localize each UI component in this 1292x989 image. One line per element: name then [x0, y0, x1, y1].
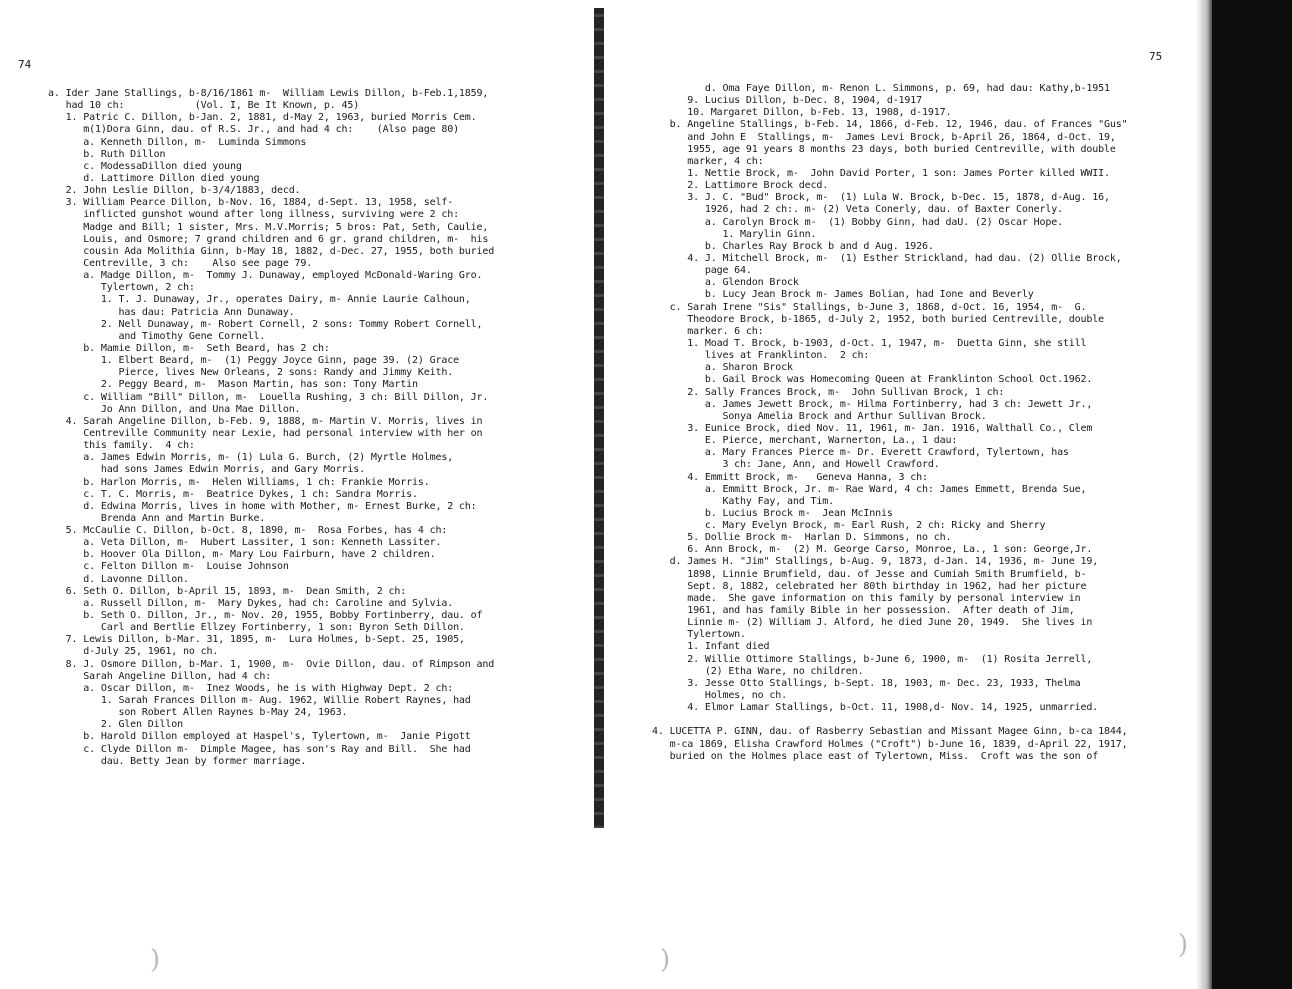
page-curl-mark: ) [150, 945, 161, 975]
text-line: 2. Peggy Beard, m- Mason Martin, has son: Tony Martin [48, 379, 418, 391]
text-line: 3. Jesse Otto Stallings, b-Sept. 18, 1903, m- Dec. 23, 1933, Thelma [652, 677, 1081, 689]
text-line: c. Clyde Dillon m- Dimple Magee, has son's Ray and Bill. She had [48, 743, 471, 755]
text-line: had 10 ch: (Vol. I, Be It Known, p. 45) [48, 100, 360, 112]
text-line: inflicted gunshot wound after long illness, surviving were 2 ch: [48, 209, 459, 221]
text-line: son Robert Allen Raynes b-May 24, 1963. [48, 707, 348, 719]
text-line: a. Mary Frances Pierce m- Dr. Everett Crawford, Tylertown, has [652, 447, 1069, 459]
text-line: 8. J. Osmore Dillon, b-Mar. 1, 1900, m- Ovie Dillon, dau. of Rimpson and [48, 658, 495, 670]
text-line: Theodore Brock, b-1865, d-July 2, 1952, both buried Centreville, double [652, 313, 1105, 325]
text-line: Kathy Fay, and Tim. [652, 495, 834, 507]
text-line: 2. Sally Frances Brock, m- John Sullivan Brock, 1 ch: [652, 386, 1005, 398]
text-line: 1. Moad T. Brock, b-1903, d-Oct. 1, 1947, m- Duetta Ginn, she still [652, 337, 1087, 349]
text-line: 5. McCaulie C. Dillon, b-Oct. 8, 1890, m- Rosa Forbes, has 4 ch: [48, 525, 448, 537]
text-line: b. Ruth Dillon [48, 148, 166, 160]
text-line: Carl and Bertlie Ellzey Fortinberry, 1 son: Byron Seth Dillon. [48, 622, 465, 634]
text-line: Centreville Community near Lexie, had personal interview with her on [48, 427, 483, 439]
genealogy-text [48, 88, 588, 768]
text-line: 2. John Leslie Dillon, b-3/4/1883, decd. [48, 185, 301, 197]
text-line: d. Edwina Morris, lives in home with Mother, m- Ernest Burke, 2 ch: [48, 500, 477, 512]
page-curl-mark: ) [1178, 930, 1189, 960]
text-line: Sonya Amelia Brock and Arthur Sullivan Brock. [652, 410, 987, 422]
text-line: 1. Patric C. Dillon, b-Jan. 2, 1881, d-May 2, 1963, buried Morris Cem. [48, 112, 477, 124]
text-line: has dau: Patricia Ann Dunaway. [48, 306, 295, 318]
text-line: buried on the Holmes place east of Tylertown, Miss. Croft was the son of [652, 750, 1099, 762]
genealogy-text [652, 83, 1252, 763]
text-line: 6. Ann Brock, m- (2) M. George Carso, Monroe, La., 1 son: George,Jr. [652, 544, 1093, 556]
text-line: a. James Jewett Brock, m- Hilma Fortinberry, had 3 ch: Jewett Jr., [652, 398, 1093, 410]
text-line: 2. Nell Dunaway, m- Robert Cornell, 2 sons: Tommy Robert Cornell, [48, 318, 483, 330]
text-line: b. Lucy Jean Brock m- James Bolian, had Ione and Beverly [652, 289, 1034, 301]
text-line: 4. J. Mitchell Brock, m- (1) Esther Strickland, had dau. (2) Ollie Brock, [652, 252, 1122, 264]
text-line: a. Veta Dillon, m- Hubert Lassiter, 1 son: Kenneth Lassiter. [48, 537, 442, 549]
text-line: 1. Sarah Frances Dillon m- Aug. 1962, Willie Robert Raynes, had [48, 695, 471, 707]
text-line: 1. Marylin Ginn. [652, 228, 817, 240]
text-line: 1. Infant died [652, 641, 770, 653]
text-line: Sarah Angeline Dillon, had 4 ch: [48, 670, 272, 682]
text-line: dau. Betty Jean by former marriage. [48, 755, 307, 767]
text-line: had sons James Edwin Morris, and Gary Morris. [48, 464, 366, 476]
text-line: Louis, and Osmore; 7 grand children and 6 gr. grand children, m- his [48, 233, 489, 245]
text-line: lives at Franklinton. 2 ch: [652, 350, 870, 362]
text-line [652, 714, 1252, 726]
text-line: c. T. C. Morris, m- Beatrice Dykes, 1 ch: Sandra Morris. [48, 488, 418, 500]
text-line: b. Seth O. Dillon, Jr., m- Nov. 20, 1955, Bobby Fortinberry, dau. of [48, 610, 483, 622]
text-line: 1926, had 2 ch:. m- (2) Veta Conerly, dau. of Baxter Conerly. [652, 204, 1063, 216]
text-line: 4. LUCETTA P. GINN, dau. of Rasberry Sebastian and Missant Magee Ginn, b-ca 1844, [652, 726, 1128, 738]
text-line: 3. J. C. "Bud" Brock, m- (1) Lula W. Brock, b-Dec. 15, 1878, d-Aug. 16, [652, 192, 1110, 204]
text-line: 3. Eunice Brock, died Nov. 11, 1961, m- Jan. 1916, Walthall Co., Clem [652, 422, 1093, 434]
text-line: a. Oscar Dillon, m- Inez Woods, he is with Highway Dept. 2 ch: [48, 682, 454, 694]
text-line: m(1)Dora Ginn, dau. of R.S. Jr., and had 4 ch: (Also page 80) [48, 124, 459, 136]
text-line: 1. Elbert Beard, m- (1) Peggy Joyce Ginn, page 39. (2) Grace [48, 355, 459, 367]
text-line: b. Charles Ray Brock b and d Aug. 1926. [652, 240, 934, 252]
text-line: Linnie m- (2) William J. Alford, he died June 20, 1949. She lives in [652, 617, 1093, 629]
text-line: a. Sharon Brock [652, 362, 793, 374]
text-line: 1. T. J. Dunaway, Jr., operates Dairy, m- Annie Laurie Calhoun, [48, 294, 471, 306]
text-line: Jo Ann Dillon, and Una Mae Dillon. [48, 403, 301, 415]
text-line: 3. William Pearce Dillon, b-Nov. 16, 1884, d-Sept. 13, 1958, self- [48, 197, 454, 209]
text-line: 10. Margaret Dillon, b-Feb. 13, 1908, d-1917. [652, 107, 952, 119]
text-line: a. Carolyn Brock m- (1) Bobby Ginn, had daU. (2) Oscar Hope. [652, 216, 1063, 228]
text-line: b. Harold Dillon employed at Haspel's, Tylertown, m- Janie Pigott [48, 731, 471, 743]
text-line: b. Hoover Ola Dillon, m- Mary Lou Fairburn, have 2 children. [48, 549, 436, 561]
text-line: b. Harlon Morris, m- Helen Williams, 1 ch: Frankie Morris. [48, 476, 430, 488]
text-line: 1961, and has family Bible in her possession. After death of Jim, [652, 605, 1075, 617]
text-line: d-July 25, 1961, no ch. [48, 646, 219, 658]
text-line: c. ModessaDillon died young [48, 160, 242, 172]
text-line: page 64. [652, 265, 752, 277]
text-line: 5. Dollie Brock m- Harlan D. Simmons, no ch. [652, 532, 952, 544]
text-line: b. Gail Brock was Homecoming Queen at Franklinton School Oct.1962. [652, 374, 1093, 386]
text-line: marker. 6 ch: [652, 325, 764, 337]
text-line: d. Lattimore Dillon died young [48, 172, 260, 184]
text-line: c. William "Bill" Dillon, m- Louella Rushing, 3 ch: Bill Dillon, Jr. [48, 391, 489, 403]
text-line: 4. Sarah Angeline Dillon, b-Feb. 9, 1888, m- Martin V. Morris, lives in [48, 415, 483, 427]
text-line: and John E Stallings, m- James Levi Brock, b-April 26, 1864, d-Oct. 19, [652, 131, 1116, 143]
text-line: Brenda Ann and Martin Burke. [48, 512, 266, 524]
text-line: cousin Ada Molithia Ginn, b-May 18, 1882, d-Dec. 27, 1955, both buried [48, 245, 495, 257]
text-line: Tylertown. [652, 629, 746, 641]
text-line: made. She gave information on this family by personal interview in [652, 592, 1081, 604]
page-number: 75 [1149, 50, 1163, 63]
text-line: a. Glendon Brock [652, 277, 799, 289]
text-line: d. Lavonne Dillon. [48, 573, 189, 585]
book-gutter [594, 8, 604, 828]
text-line: 2. Willie Ottimore Stallings, b-June 6, 1900, m- (1) Rosita Jerrell, [652, 653, 1093, 665]
text-line: Holmes, no ch. [652, 690, 788, 702]
text-line: a. Russell Dillon, m- Mary Dykes, had ch: Caroline and Sylvia. [48, 597, 454, 609]
text-line: Tylertown, 2 ch: [48, 282, 195, 294]
text-line: m-ca 1869, Elisha Crawford Holmes ("Croft") b-June 16, 1839, d-April 22, 1917, [652, 738, 1128, 750]
text-line: a. Emmitt Brock, Jr. m- Rae Ward, 4 ch: James Emmett, Brenda Sue, [652, 483, 1087, 495]
text-line: a. Ider Jane Stallings, b-8/16/1861 m- William Lewis Dillon, b-Feb.1,1859, [48, 88, 489, 99]
text-line: c. Felton Dillon m- Louise Johnson [48, 561, 289, 573]
scan-border [1212, 0, 1292, 989]
text-line: 1898, Linnie Brumfield, dau. of Jesse and Cumiah Smith Brumfield, b- [652, 568, 1087, 580]
text-line: Pierce, lives New Orleans, 2 sons: Randy and Jimmy Keith. [48, 367, 454, 379]
text-line: 2. Lattimore Brock decd. [652, 180, 829, 192]
text-line: c. Sarah Irene "Sis" Stallings, b-June 3, 1868, d-Oct. 16, 1954, m- G. [652, 301, 1087, 313]
text-line: 9. Lucius Dillon, b-Dec. 8, 1904, d-1917 [652, 95, 923, 107]
text-line: 4. Emmitt Brock, m- Geneva Hanna, 3 ch: [652, 471, 928, 483]
text-line: 1955, age 91 years 8 months 23 days, both buried Centreville, with double [652, 143, 1116, 155]
text-line: b. Mamie Dillon, m- Seth Beard, has 2 ch: [48, 342, 330, 354]
text-line: (2) Etha Ware, no children. [652, 665, 864, 677]
text-line: 1. Nettie Brock, m- John David Porter, 1 son: James Porter killed WWII. [652, 167, 1110, 179]
text-line: 7. Lewis Dillon, b-Mar. 31, 1895, m- Lura Holmes, b-Sept. 25, 1905, [48, 634, 465, 646]
text-line: 6. Seth O. Dillon, b-April 15, 1893, m- Dean Smith, 2 ch: [48, 585, 407, 597]
text-line: b. Angeline Stallings, b-Feb. 14, 1866, d-Feb. 12, 1946, dau. of Frances "Gus" [652, 119, 1128, 131]
page-curl-mark: ) [660, 945, 671, 975]
text-line: and Timothy Gene Cornell. [48, 330, 266, 342]
text-line: a. James Edwin Morris, m- (1) Lula G. Burch, (2) Myrtle Holmes, [48, 452, 454, 464]
text-line: 4. Elmor Lamar Stallings, b-Oct. 11, 1908,d- Nov. 14, 1925, unmarried. [652, 702, 1099, 714]
text-line: this family. 4 ch: [48, 440, 195, 452]
text-line: b. Lucius Brock m- Jean McInnis [652, 507, 893, 519]
text-line: Sept. 8, 1882, celebrated her 80th birthday in 1962, had her picture [652, 580, 1087, 592]
text-line: marker, 4 ch: [652, 155, 764, 167]
text-line: a. Kenneth Dillon, m- Luminda Simmons [48, 136, 307, 148]
page-number: 74 [18, 58, 32, 71]
text-line: 2. Glen Dillon [48, 719, 184, 731]
right-page [606, 0, 1236, 989]
text-line: 3 ch: Jane, Ann, and Howell Crawford. [652, 459, 940, 471]
text-line: c. Mary Evelyn Brock, m- Earl Rush, 2 ch: Ricky and Sherry [652, 520, 1046, 532]
text-line: E. Pierce, merchant, Warnerton, La., 1 dau: [652, 435, 958, 447]
text-line: a. Madge Dillon, m- Tommy J. Dunaway, employed McDonald-Waring Gro. [48, 270, 483, 282]
text-line: d. James H. "Jim" Stallings, b-Aug. 9, 1873, d-Jan. 14, 1936, m- June 19, [652, 556, 1099, 568]
text-line: Centreville, 3 ch: Also see page 79. [48, 257, 313, 269]
text-line: Madge and Bill; 1 sister, Mrs. M.V.Morris; 5 bros: Pat, Seth, Caulie, [48, 221, 489, 233]
left-page [0, 0, 596, 989]
text-line: d. Oma Faye Dillon, m- Renon L. Simmons, p. 69, had dau: Kathy,b-1951 [652, 83, 1110, 94]
